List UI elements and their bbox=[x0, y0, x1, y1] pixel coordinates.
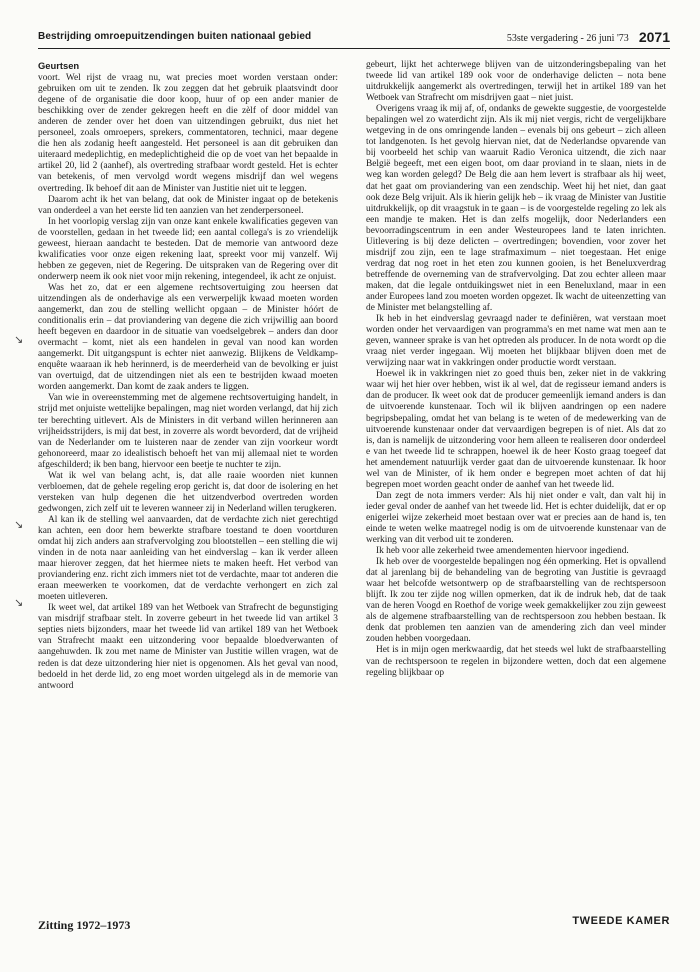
paragraph: Ik heb in het eindverslag gevraagd nader te definiëren, wat verstaan moet worden onder het vervaardigen van programma's en met name wat men aan te geven, wanneer sprake is van het optreden als producer. In de nota wordt op die vraag niet verder ingegaan. Wij moeten het blijkbaar blijven doen met de verwijzing naar wat in vakkringen onder productie wordt verstaan. bbox=[366, 314, 666, 369]
paragraph: Dan zegt de nota immers verder: Als hij niet onder e valt, dan valt hij in ieder geval onder de aanhef van het tweede lid. Het is echter duidelijk, dat er op enigerlei wijze zekerheid moet bestaan over wat er precies aan de hand is, ten einde te weten welke maatregel nodig is om de uitvoerende kunstenaar van de werking van dit verbod uit te zonderen. bbox=[366, 490, 666, 546]
paragraph: Wat ik wel van belang acht, is, dat alle raaie woorden niet kunnen verbloemen, dat de gehele regeling erop gericht is, dat door de isolering en het versteken van hulp degenen die het uitzendverbod overtreden worden gedwongen, zich zelf uit te leveren wanneer zij in Nederland willen terugkeren. bbox=[38, 470, 338, 514]
right-column bbox=[366, 60, 666, 898]
footer-session: Zitting 1972–1973 bbox=[38, 918, 131, 932]
page-number: 2071 bbox=[638, 29, 670, 45]
paragraph: Hoewel ik in vakkringen niet zo goed thuis ben, zeker niet in de vakkring waar wij het hier over hebben, wist ik al wel, dat de regisseur iemand anders is dan de producer. Ik weet ook dat de producer gemeenlijk iemand anders is dan de uitvoerende kunstenaar. Toch wil ik blijven aandringen op een nadere begripsbepaling, omdat het van belang is te weten of de medewerking van de uitvoerende kunstenaar onder dat vervaardigen begrepen is of niet. Als dat zo is, dan is namelijk de uitzondering voor hem alleen te realiseren door onderdeel e van het tweede lid te schrappen, hoewel ik de heer Kosto graag toegeef dat het amendement natuurlijk verder gaat dan de uitvoerende kunstenaar. Ik hoor wel van de Minister, of ik hem onder e begrepen moet achten of dat hij begrepen moet worden geacht onder de aanhef van het tweede lid. bbox=[366, 369, 666, 490]
paragraph: voort. Wel rijst de vraag nu, wat precies moet worden verstaan onder: gebruiken om uit te zenden. Ik zou zeggen dat het gebruik plaatsvindt door degene of de organisatie die door koop, huur of op een ander manier de beschikking over de zender gekregen heeft en die zèlf of door middel van anderen de zender over het doen van uitzendingen gebruikt, dus niet het personeel, zoals omroepers, sprekers, commentatoren, technici, maar degene die hen als zodanig heeft aangesteld. Het personeel is aan dit gebruiken dan uiteraard medeplichtig, en medeplichtigheid die op de voet van het bepaalde in artikel 20, lid 2 (aanhef), als overtreding strafbaar wordt gesteld. Het is echter van betekenis, of men vervolgd wordt wegens misdrijf dan wel wegens overtreding. Ik behoef dit aan de Minister van Justitie niet uit te leggen. bbox=[38, 73, 338, 194]
paragraph: Ik heb over de voorgestelde bepalingen nog één opmerking. Het is opvallend dat al jarenlang bij de behandeling van de begroting van Justitie is gevraagd waar het belcofde wetsontwerp op de strafbaarstelling van de rechtspersoon blijft. Ik zou ter zijde nog willen opmerken, dat ik de indruk heb, dat de taak van de heren Voogd en Roethof de vorige week gemakkelijker zou zijn geweest als de algemene strafbaarstelling van de rechtspersoon zou hebben bestaan. Ik denk dat problemen ten aanzien van de amendering zich dan veel minder zouden hebben voorgedaan. bbox=[366, 557, 666, 645]
paragraph: Van wie in overeenstemming met de algemene rechtsovertuiging handelt, in strijd met onjuiste wettelijke bepalingen, mag niet worden verlangd, dat hij zich ter berechting uitlevert. Als de Ministers in dit verband willen herinneren aan vrijheidsstrijders, is mij dat best, in zoverre als wordt bevorderd, dat de vrijheid van de Nederlander om te luisteren naar de zender van zijn voorkeur wordt gehonoreerd, maar zo idealistisch behoeft het van mij allemaal niet te worden afgeschilderd; ik ben bang, hiervoor een beetje te nuchter te zijn. bbox=[38, 393, 338, 470]
page-header bbox=[38, 27, 670, 45]
meeting-date: 53ste vergadering - 26 juni '73 bbox=[506, 33, 629, 44]
header-right bbox=[507, 27, 670, 46]
paragraph: Was het zo, dat er een algemene rechtsovertuiging zou heersen dat uitzendingen als de onderhavige als een verwerpelijk kwaad moeten worden aangemerkt, dan zou de stelling wellicht opgaan – de Minister hóórt de conditionalis erin – dat proviandering van degene die zich vrijwillig aan boord heeft begeven en daardoor in de situatie van voedselgebrek – anders dan door overmacht – komt, niet als een handelen in geval van nood kan worden aangemerkt. Dit uitgangspunt is echter niet aanwezig. Blijkens de Veldkamp-enquête waaraan ik heb herinnerd, is de meerderheid van de bevolking er juist van overtuigd, dat de uitzendingen niet als een te bestrijden kwaad moeten worden aangemerkt. Dan komt de zaak anders te liggen. bbox=[38, 282, 338, 393]
paragraph: gebeurt, lijkt het achterwege blijven van de uitzonderingsbepaling van het tweede lid van artikel 189 ook voor de onderhavige delicten – nota bene uitdrukkelijk aangemerkt als overtredingen, terwijl het in artikel 189 van het Wetboek van Strafrecht om misdrijven gaat – niet juist. bbox=[366, 60, 666, 104]
speaker-name: Geurtsen bbox=[38, 60, 80, 71]
paragraph: Daarom acht ik het van belang, dat ook de Minister ingaat op de betekenis van onderdeel a van het eerste lid ten aanzien van het zenderpersoneel. bbox=[38, 194, 338, 216]
running-title: Bestrijding omroepuitzendingen buiten nationaal gebied bbox=[38, 31, 312, 42]
paragraph: Ik weet wel, dat artikel 189 van het Wetboek van Strafrecht de begunstiging van misdrijf strafbaar stelt. In zoverre gebeurt in het tweede lid van artikel 3 septies niets bijzonders, maar het tweede lid van artikel 189 van het Wetboek van Strafrecht maakt een uitzondering voor bepaalde bloedverwanten of aangehuwden. Ik zou met name de Minister van Justitie willen vragen, wat de reden is dat deze uitzondering hier niet is opgenomen. Als het geval van nood, bedoeld in het derde lid, zo eng moet worden uitgelegd als in de memorie van antwoord bbox=[38, 603, 338, 691]
left-column bbox=[38, 60, 338, 898]
header-rule bbox=[38, 48, 670, 49]
footer-chamber: TWEEDE KAMER bbox=[572, 915, 670, 927]
margin-pencil-mark: ↘ bbox=[14, 333, 24, 346]
paragraph: Overigens vraag ik mij af, of, ondanks de gewekte suggestie, de voorgestelde bepalingen wel zo waterdicht zijn. Als ik mij niet vergis, richt de vergelijkbare wetgeving in de ons omringende landen – evenals bij ons gebeurt – zich alleen tot landgenoten. Is het gevolg hiervan niet, dat de Nederlandse opvarende van bij voorbeeld het schip van waaruit Radio Veronica uitzendt, die zich naar België begeeft, met een eigen boot, om daar proviand in te slaan, niets in de weg kan worden gelegd? De Belg die aan hem levert is strafbaar als hij weet, dat het gaat om proviandering van een zendschip. Weet hij het niet, dan gaat ook deze Belg vrijuit. Als ik hierin gelijk heb – ik vraag de Minister van Justitie uitdrukkelijk, op dit vraagstuk in te gaan – is de voorgestelde regeling zo lek als een mandje te maken. Het is dan zelfs mogelijk, door Nederlanders een bevoorradingscentrum in een ander Westeuropees land te laten inrichten. Uitlevering is bij deze delicten – overtredingen; bovendien, voor zover het misdrijf zou zijn, een te lage strafmaximum – niet toegestaan. Het enige verdrag dat nog roet in het eten zou kunnen gooien, is het Beneluxverdrag betreffende de overneming van de strafvervolging. Dat zou echter alleen maar maken, dat die legale ontduikingswet niet in een Beneluxland, maar in een ander Europees land zou moeten worden opgezet. Ik wacht de uiteenzetting van de Minister met belangstelling af. bbox=[366, 104, 666, 314]
paragraph: Het is in mijn ogen merkwaardig, dat het steeds wel lukt de strafbaarstelling van de rechtspersoon te regelen in bijzondere wetten, doch dat een algemene regeling blijkbaar op bbox=[366, 645, 666, 678]
margin-pencil-mark: ↘ bbox=[14, 596, 24, 609]
paragraph: Al kan ik de stelling wel aanvaarden, dat de verdachte zich niet gerechtigd kan achten, een door hem bewerkte strafbare toestand te doen voortduren omdat hij zich anders aan strafvervolging zou blootstellen – een stelling die wij vinden in de nota naar aanleiding van het eindverslag – kan ik verder alleen maar hierover zeggen, dat het hiermee niets te maken heeft. Het verbod van proviandering enz. richt zich immers niet tot de verdachte, maar tot anderen die eraan meewerken te voorkomen, dat de verdachte verhongert en zich zal moeten uitleveren. bbox=[38, 514, 338, 603]
paragraph: In het voorlopig verslag zijn van onze kant enkele kwalificaties gegeven van de voorstellen, gedaan in het tweede lid; een aantal collega's is zo vriendelijk geweest, hieraan aandacht te besteden. Dat de memorie van antwoord deze kwalificaties voor onze eigen rekening laat, spreekt voor mij vanzelf. Wij hebben ze gegeven, niet de Regering. De uitspraken van de Regering over dit onderwerp neem ik ook niet voor mijn rekening, integendeel, ik acht ze onjuist. bbox=[38, 216, 338, 282]
paragraph: Ik heb voor alle zekerheid twee amendementen hiervoor ingediend. bbox=[376, 546, 629, 557]
margin-pencil-mark: ↘ bbox=[14, 518, 24, 531]
